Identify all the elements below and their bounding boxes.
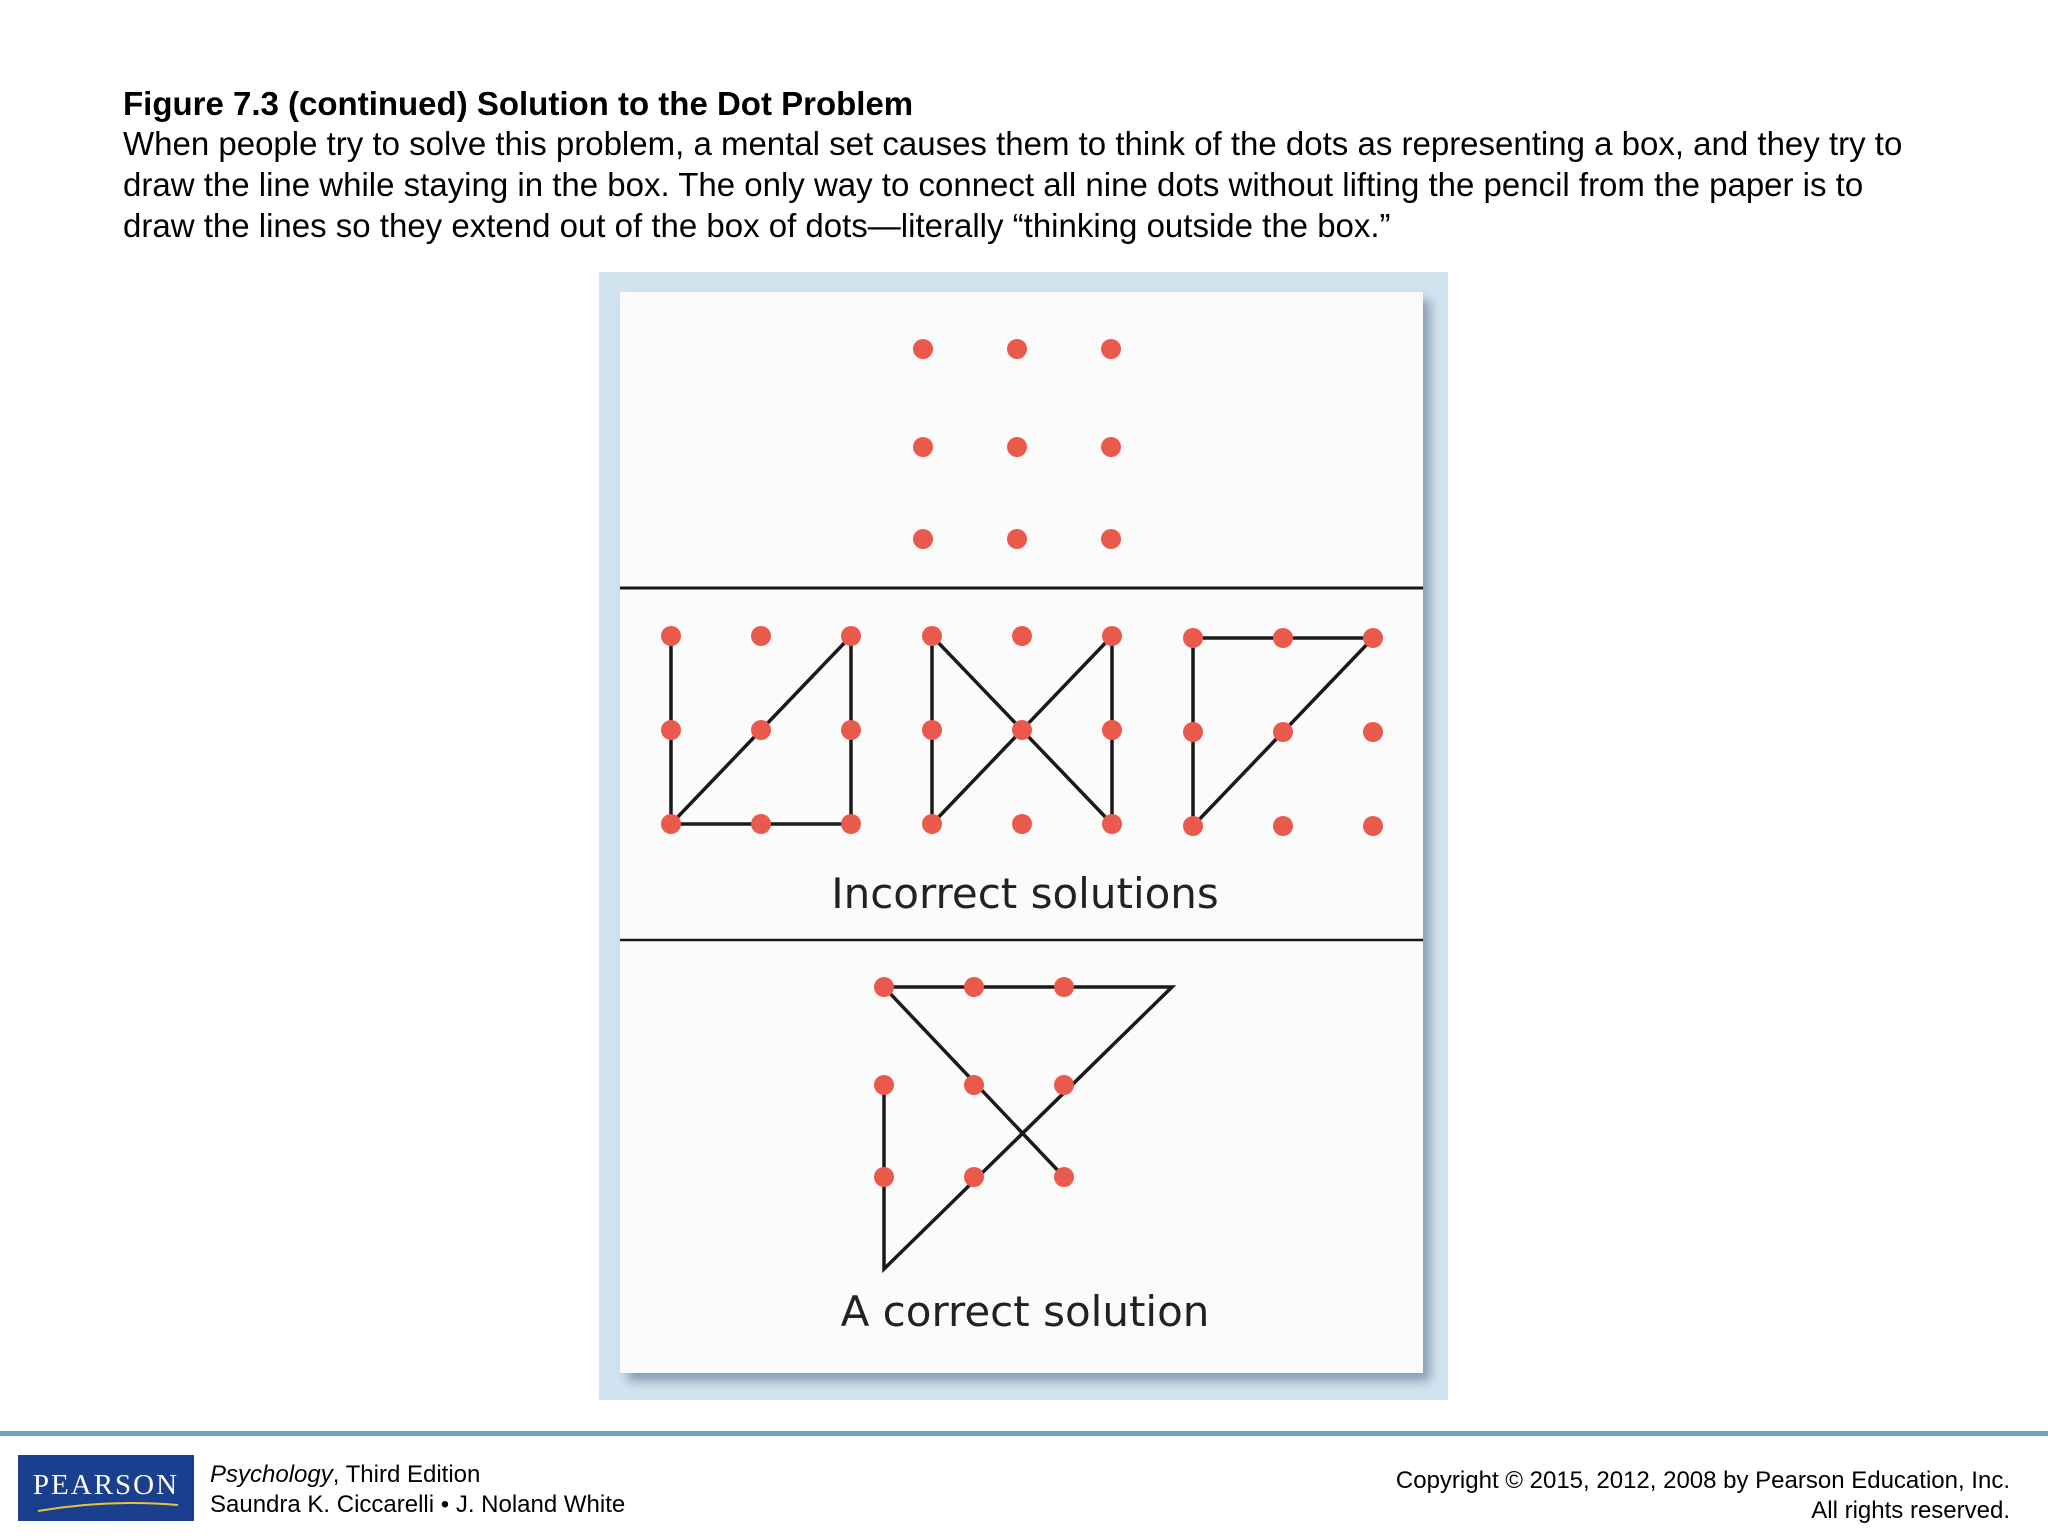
correct-grid-dot bbox=[964, 977, 984, 997]
correct-grid-dot bbox=[1054, 1075, 1074, 1095]
incorrect-grid-3-dot bbox=[1273, 628, 1293, 648]
incorrect-grid-1-dot bbox=[841, 720, 861, 740]
copyright-line-2: All rights reserved. bbox=[1811, 1497, 2010, 1524]
figure-caption: When people try to solve this problem, a mental set causes them to think of the dots as representing a box, and they try to draw the line while staying in the box. The only way to connect all nine dots without lifting the pencil from the paper is to draw the lines so they extend out of the box of dots—literally “thinking outside the box.” bbox=[123, 125, 1903, 244]
incorrect-grid-2-dot bbox=[1012, 720, 1032, 740]
correct-grid-path bbox=[884, 987, 1172, 1269]
incorrect-grid-1-dot bbox=[841, 814, 861, 834]
incorrect-grid-1-dot bbox=[661, 626, 681, 646]
problem-grid-dot bbox=[1007, 529, 1027, 549]
book-title: Psychology bbox=[210, 1461, 333, 1488]
incorrect-grid-2-dot bbox=[1012, 626, 1032, 646]
problem-grid-dot bbox=[1101, 437, 1121, 457]
correct-grid-dot bbox=[1054, 1167, 1074, 1187]
incorrect-grid-1-dot bbox=[751, 626, 771, 646]
problem-grid-dot bbox=[1101, 339, 1121, 359]
incorrect-grid-2-dot bbox=[922, 626, 942, 646]
correct-grid-dot bbox=[964, 1167, 984, 1187]
incorrect-grid-2-dot bbox=[922, 720, 942, 740]
copyright-line-1: Copyright © 2015, 2012, 2008 by Pearson Education, Inc. bbox=[1395, 1467, 2010, 1494]
book-authors: Saundra K. Ciccarelli • J. Noland White bbox=[210, 1491, 626, 1518]
incorrect-grid-1-dot bbox=[751, 814, 771, 834]
incorrect-grid-1-dot bbox=[751, 720, 771, 740]
book-edition: , Third Edition bbox=[332, 1461, 481, 1488]
incorrect-grid-2-dot bbox=[1102, 626, 1122, 646]
incorrect-grid-3-dot bbox=[1183, 722, 1203, 742]
incorrect-grid-3-dot bbox=[1273, 722, 1293, 742]
correct-grid-dot bbox=[874, 1167, 894, 1187]
incorrect-grid-2-dot bbox=[1102, 720, 1122, 740]
incorrect-grid-2-dot bbox=[1012, 814, 1032, 834]
problem-grid-dot bbox=[913, 437, 933, 457]
book-info bbox=[210, 1460, 625, 1520]
incorrect-grid-1-dot bbox=[661, 814, 681, 834]
correct-solution-label: A correct solution bbox=[840, 1287, 1210, 1336]
incorrect-grid-1-dot bbox=[841, 626, 861, 646]
problem-grid-dot bbox=[913, 529, 933, 549]
incorrect-solutions-label: Incorrect solutions bbox=[831, 869, 1219, 918]
incorrect-grid-3-dot bbox=[1363, 722, 1383, 742]
dot-grids bbox=[661, 339, 1383, 1187]
logo-text: PEARSON bbox=[32, 1469, 180, 1501]
figure-title: Figure 7.3 (continued) Solution to the Dot Problem bbox=[123, 85, 914, 122]
logo-swoosh bbox=[18, 1455, 194, 1521]
copyright bbox=[1396, 1466, 2010, 1526]
incorrect-grid-3-dot bbox=[1363, 816, 1383, 836]
incorrect-grid-3-dot bbox=[1363, 628, 1383, 648]
correct-grid-dot bbox=[874, 977, 894, 997]
problem-grid-dot bbox=[1101, 529, 1121, 549]
problem-grid-dot bbox=[913, 339, 933, 359]
footer-rule bbox=[0, 1431, 2048, 1436]
correct-grid-dot bbox=[1054, 977, 1074, 997]
correct-grid-dot bbox=[964, 1075, 984, 1095]
problem-grid-dot bbox=[1007, 437, 1027, 457]
incorrect-grid-2-dot bbox=[1102, 814, 1122, 834]
book-title-line bbox=[210, 1460, 625, 1490]
pearson-logo bbox=[18, 1455, 194, 1521]
incorrect-grid-1-dot bbox=[661, 720, 681, 740]
incorrect-grid-3-dot bbox=[1183, 816, 1203, 836]
incorrect-grid-2-dot bbox=[922, 814, 942, 834]
incorrect-grid-3-dot bbox=[1183, 628, 1203, 648]
problem-grid-dot bbox=[1007, 339, 1027, 359]
correct-grid-dot bbox=[874, 1075, 894, 1095]
incorrect-grid-3-dot bbox=[1273, 816, 1293, 836]
